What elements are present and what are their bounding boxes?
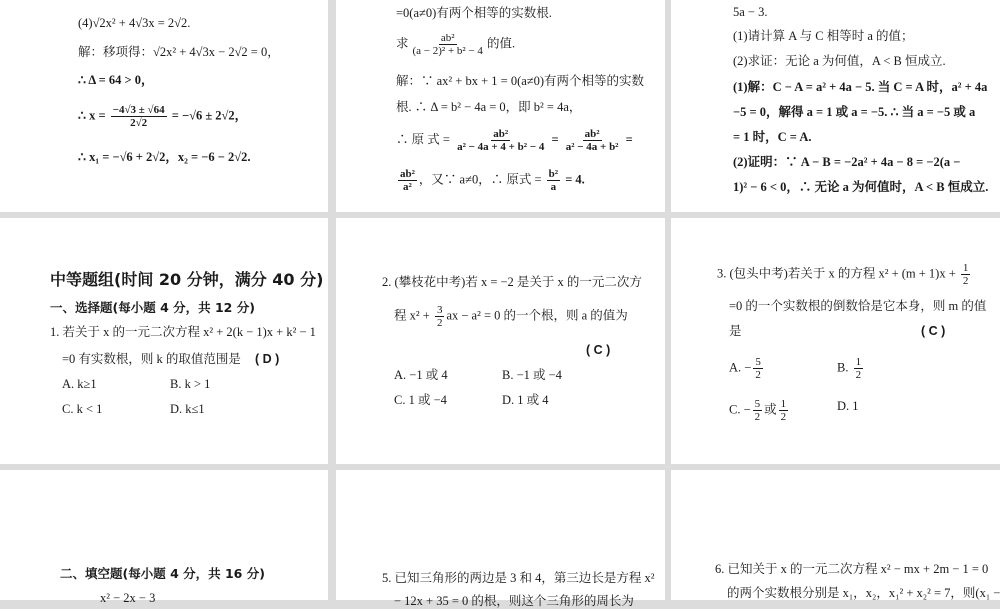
line-solution-1c: = 1 时，C = A. — [733, 130, 812, 144]
option-d: D. 1 或 4 — [502, 393, 549, 407]
fraction-step2 — [564, 128, 621, 153]
option-b-label: B. — [837, 360, 852, 375]
option-c: C. k < 1 — [62, 402, 103, 416]
option-d: D. k≤1 — [170, 402, 205, 416]
equation-part2: ax − a² = 0 的一个根，则 a 的值为 — [446, 308, 628, 323]
fraction-denominator: 2 — [436, 317, 443, 329]
answer-q3: ( C ) — [921, 324, 946, 338]
fraction-target — [411, 32, 485, 57]
option-a: A. −1 或 4 — [394, 368, 448, 382]
fraction-denominator: a — [550, 181, 557, 193]
fraction-step1 — [455, 128, 546, 153]
line-move-terms: 解：移项得：√2x² + 4√3x − 2√2 = 0， — [78, 45, 280, 59]
line-solution-1a: (1)解：C − A = a² + 4a − 5. 当 C = A 时，a² + 4a — [733, 80, 988, 94]
fraction-denominator: 2 — [780, 411, 787, 423]
question-3-line3: 是 — [729, 324, 742, 338]
fraction-numerator: ab² — [440, 32, 455, 44]
fraction-denominator: 2 — [754, 411, 761, 423]
fraction-denominator: 2√2 — [130, 117, 148, 129]
line-roots: ∴ x₁ = −√6 + 2√2，x₂ = −6 − 2√2. — [78, 150, 251, 164]
line-equal-roots: =0(a≠0)有两个相等的实数根. — [396, 6, 552, 20]
fraction-denominator: a² — [403, 181, 412, 193]
question-3-line2: =0 的一个实数根的倒数恰是它本身，则 m 的值 — [729, 299, 987, 313]
question-3-line1 — [717, 262, 972, 287]
value-label: 的值. — [486, 36, 516, 51]
slide-r2c2 — [671, 470, 1000, 600]
fraction-half — [779, 398, 789, 423]
or-label: 或 — [764, 402, 777, 417]
option-a — [729, 356, 765, 381]
fraction-three-halves — [435, 304, 445, 329]
slide-r0c2 — [671, 0, 1000, 212]
section-heading: 中等题组(时间 20 分钟，满分 40 分) — [50, 270, 324, 289]
fraction-denominator: (a − 2)² + b² − 4 — [412, 45, 483, 57]
fraction-half — [854, 356, 864, 381]
line-c-definition: 5a − 3. — [733, 5, 768, 19]
fraction-numerator: 5 — [755, 356, 761, 368]
fraction-numerator: 1 — [855, 356, 862, 368]
fraction-step3 — [398, 168, 417, 193]
line-result — [396, 168, 585, 193]
line-proof-2b: 1)² − 6 < 0，∴ 无论 a 为何值时，A < B 恒成立. — [733, 180, 989, 194]
fraction-numerator: 5 — [754, 398, 761, 410]
find-label: 求 — [396, 36, 409, 51]
fill-in-heading: 二、填空题(每小题 4 分，共 16 分) — [60, 566, 265, 581]
fraction-denominator: 2 — [855, 369, 862, 381]
question-2-line2 — [394, 304, 628, 329]
line-question-1: (1)请计算 A 与 C 相等时 a 的值； — [733, 29, 914, 43]
fraction-numerator: 1 — [962, 262, 969, 274]
line-proof-2a: (2)证明：∵ A − B = −2a² + 4a − 8 = −2(a − — [733, 155, 961, 169]
fraction-half — [961, 262, 971, 287]
slide-r0c0 — [0, 0, 328, 212]
equation-text: 3. (包头中考)若关于 x 的方程 x² + (m + 1)x + — [717, 266, 959, 281]
fraction-denominator: 2 — [962, 275, 969, 287]
fraction-numerator: b² — [548, 168, 559, 180]
question-5-line2: − 12x + 35 = 0 的根，则这个三角形的周长为 — [394, 594, 634, 608]
fraction-numerator: ab² — [400, 168, 415, 180]
question-1-line1: 1. 若关于 x 的一元二次方程 x² + 2(k − 1)x + k² − 1 — [50, 325, 316, 339]
original-label: ∴ 原 式 = — [396, 132, 454, 147]
question-1-line2: =0 有实数根，则 k 的取值范围是 — [62, 352, 241, 366]
slide-r1c1 — [336, 218, 665, 464]
line-original-expression — [396, 128, 633, 153]
fraction-final — [547, 168, 560, 193]
question-4-partial: x² − 2x − 3 — [100, 591, 156, 605]
final-value: = 4. — [562, 172, 585, 187]
option-a: A. k≥1 — [62, 377, 97, 391]
option-c — [729, 398, 790, 423]
subsection-heading: 一、选择题(每小题 4 分，共 12 分) — [50, 300, 255, 315]
slide-r1c0 — [0, 218, 328, 464]
equals: = — [622, 132, 633, 147]
slide-r1c2 — [671, 218, 1000, 464]
slide-r0c1 — [336, 0, 665, 212]
result-label: ，又∵ a≠0，∴ 原式 = — [418, 172, 545, 187]
slide-r2c0 — [0, 470, 328, 605]
fraction-numerator: 1 — [780, 398, 787, 410]
fraction-five-halves — [753, 356, 763, 381]
question-5-line1: 5. 已知三角形的两边是 3 和 4，第三边长是方程 x² — [382, 571, 655, 585]
answer-q2: ( C ) — [586, 343, 611, 357]
option-c-label: C. − — [729, 402, 751, 417]
question-2-line1: 2. (攀枝花中考)若 x = −2 是关于 x 的一元二次方 — [382, 275, 642, 289]
answer-q1: ( D ) — [255, 352, 280, 366]
x-result: = −√6 ± 2√2， — [168, 108, 248, 123]
fraction-numerator: 3 — [436, 304, 443, 316]
fraction-numerator: ab² — [584, 128, 600, 140]
question-6-line1: 6. 已知关于 x 的一元二次方程 x² − mx + 2m − 1 = 0 — [715, 562, 989, 576]
line-problem-4: (4)√2x² + 4√3x = 2√2. — [78, 16, 191, 30]
fraction-five-halves — [753, 398, 763, 423]
slide-r2c1 — [336, 470, 665, 608]
fraction-numerator: ab² — [493, 128, 509, 140]
option-c: C. 1 或 −4 — [394, 393, 447, 407]
line-find-value — [396, 32, 515, 57]
fraction-quadratic — [111, 104, 167, 129]
fraction-denominator: a² − 4a + 4 + b² − 4 — [457, 141, 545, 153]
option-a-label: A. − — [729, 360, 752, 375]
option-b: B. −1 或 −4 — [502, 368, 562, 382]
line-solution-1b: −5 = 0，解得 a = 1 或 a = −5. ∴ 当 a = −5 或 a — [733, 105, 976, 119]
fraction-denominator: 2 — [755, 369, 761, 381]
line-question-2: (2)求证：无论 a 为何值，A < B 恒成立. — [733, 54, 946, 68]
line-discriminant: ∴ Δ = 64 > 0， — [78, 73, 154, 87]
option-d: D. 1 — [837, 399, 859, 413]
x-equals: ∴ x = — [78, 108, 109, 123]
equation-part1: 程 x² + — [394, 308, 433, 323]
option-b: B. k > 1 — [170, 377, 211, 391]
fraction-numerator: −4√3 ± √64 — [112, 104, 165, 116]
line-discriminant-zero: 根. ∴ Δ = b² − 4a = 0，即 b² = 4a， — [396, 100, 582, 114]
option-b — [837, 356, 865, 381]
line-solution-start: 解：∵ ax² + bx + 1 = 0(a≠0)有两个相等的实数 — [396, 74, 645, 88]
line-x-formula — [78, 104, 247, 129]
fraction-denominator: a² − 4a + b² — [565, 141, 619, 153]
equals: = — [548, 132, 562, 147]
question-6-line2: 的两个实数根分别是 x₁，x₂，x₁² + x₂² = 7，则(x₁ − — [727, 586, 1000, 600]
